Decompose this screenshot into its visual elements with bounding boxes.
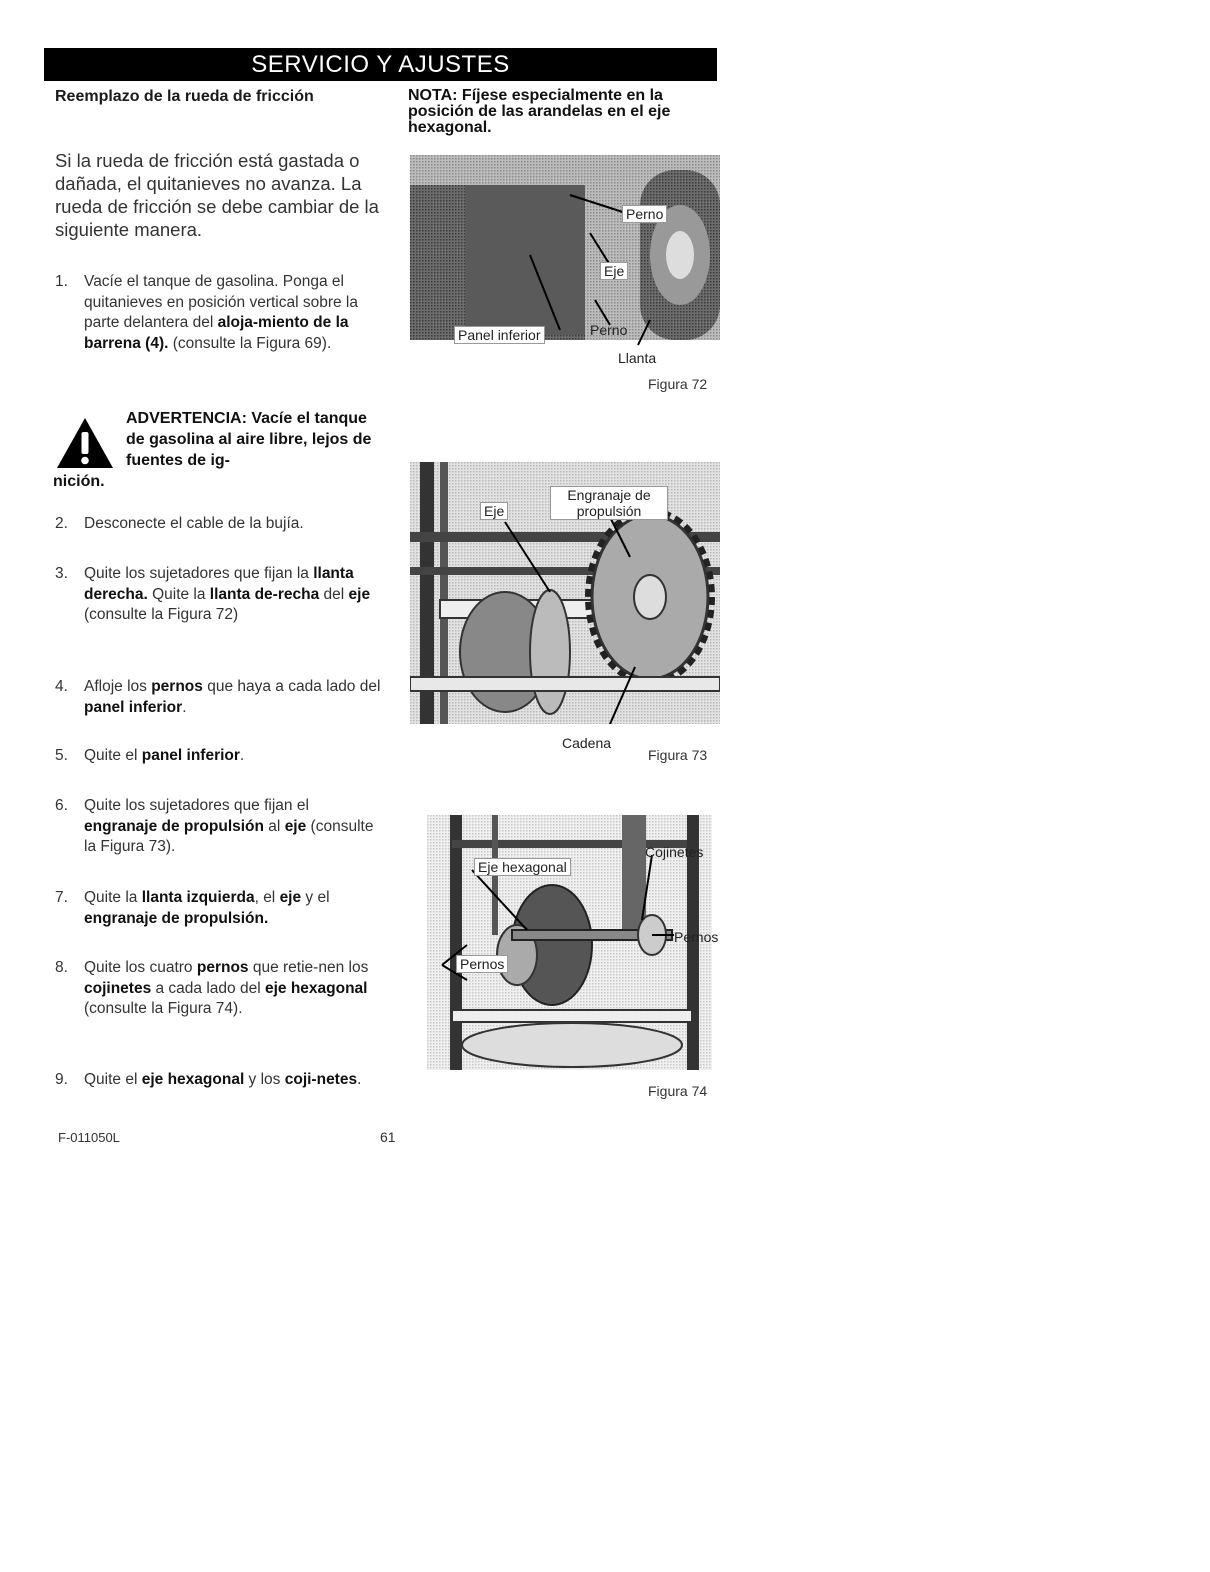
document-code: F-011050L	[58, 1130, 120, 1145]
section-title: Reemplazo de la rueda de fricción	[55, 88, 314, 105]
note-text: NOTA: Fíjese especialmente en la posición de las arandelas en el eje hexagonal.	[408, 87, 671, 136]
step-text: Quite los cuatro pernos que retie-nen los cojinetes a cada lado del eje hexagonal (consulte la Figura 74).	[84, 959, 369, 1017]
step-text: Quite la llanta izquierda, el eje y el engranaje de propulsión.	[84, 889, 330, 927]
right-column	[408, 88, 718, 136]
step-number: 1.	[55, 273, 68, 290]
warning-triangle-icon	[55, 416, 115, 470]
step-text: Quite los sujetadores que fijan la llanta derecha. Quite la llanta de-recha del eje (consulte la Figura 72)	[84, 565, 371, 623]
step-number: 2.	[55, 515, 68, 532]
label-cadena: Cadena	[562, 735, 612, 751]
label-panel-inferior: Panel inferior	[454, 326, 545, 344]
label-perno-top: Perno	[622, 205, 667, 223]
step-number: 4.	[55, 678, 68, 695]
step-text: Vacíe el tanque de gasolina. Ponga el quitanieves en posición vertical sobre la parte delantera del aloja-miento de la barrena (4). (consulte la Figura 69).	[84, 273, 358, 352]
label-perno-bottom: Perno	[590, 322, 628, 338]
figure-72-caption: Figura 72	[648, 376, 708, 392]
step-text: Quite el eje hexagonal y los coji-netes.	[84, 1071, 362, 1088]
step-number: 5.	[55, 747, 68, 764]
label-pernos-right: Pernos	[674, 929, 719, 945]
step-text: Desconecte el cable de la bujía.	[84, 515, 304, 532]
step-text: Afloje los pernos que haya a cada lado del panel inferior.	[84, 678, 381, 716]
step-text: Quite el panel inferior.	[84, 747, 245, 764]
label-eje: Eje	[480, 502, 508, 520]
figure-73	[410, 462, 720, 724]
label-cojinetes: Cojinetes	[645, 844, 704, 860]
intro-paragraph: Si la rueda de fricción está gastada o dañada, el quitanieves no avanza. La rueda de fricción se debe cambiar de la siguiente manera.	[55, 150, 379, 240]
step-number: 3.	[55, 565, 68, 582]
section-header: SERVICIO Y AJUSTES	[44, 48, 717, 81]
figure-74-caption: Figura 74	[648, 1083, 708, 1099]
label-llanta: Llanta	[618, 350, 657, 366]
label-pernos-left: Pernos	[456, 955, 508, 973]
step-number: 9.	[55, 1071, 68, 1088]
step-text: Quite los sujetadores que fijan el engranaje de propulsión al eje (consulte la Figura 73).	[84, 797, 374, 855]
figure-72	[410, 155, 720, 365]
warning-text-continued: nición.	[53, 473, 105, 490]
page-number: 61	[380, 1129, 396, 1145]
step-number: 8.	[55, 959, 68, 976]
label-eje: Eje	[600, 262, 628, 280]
figure-74	[412, 815, 727, 1070]
step-number: 7.	[55, 889, 68, 906]
step-number: 6.	[55, 797, 68, 814]
label-eje-hexagonal: Eje hexagonal	[474, 858, 571, 876]
left-column	[53, 88, 381, 1088]
figure-73-caption: Figura 73	[648, 747, 708, 763]
label-engranaje-propulsion: Engranaje de propulsión	[550, 486, 668, 520]
warning-text: ADVERTENCIA: Vacíe el tanque de gasolina al aire libre, lejos de fuentes de ig-	[126, 410, 372, 469]
